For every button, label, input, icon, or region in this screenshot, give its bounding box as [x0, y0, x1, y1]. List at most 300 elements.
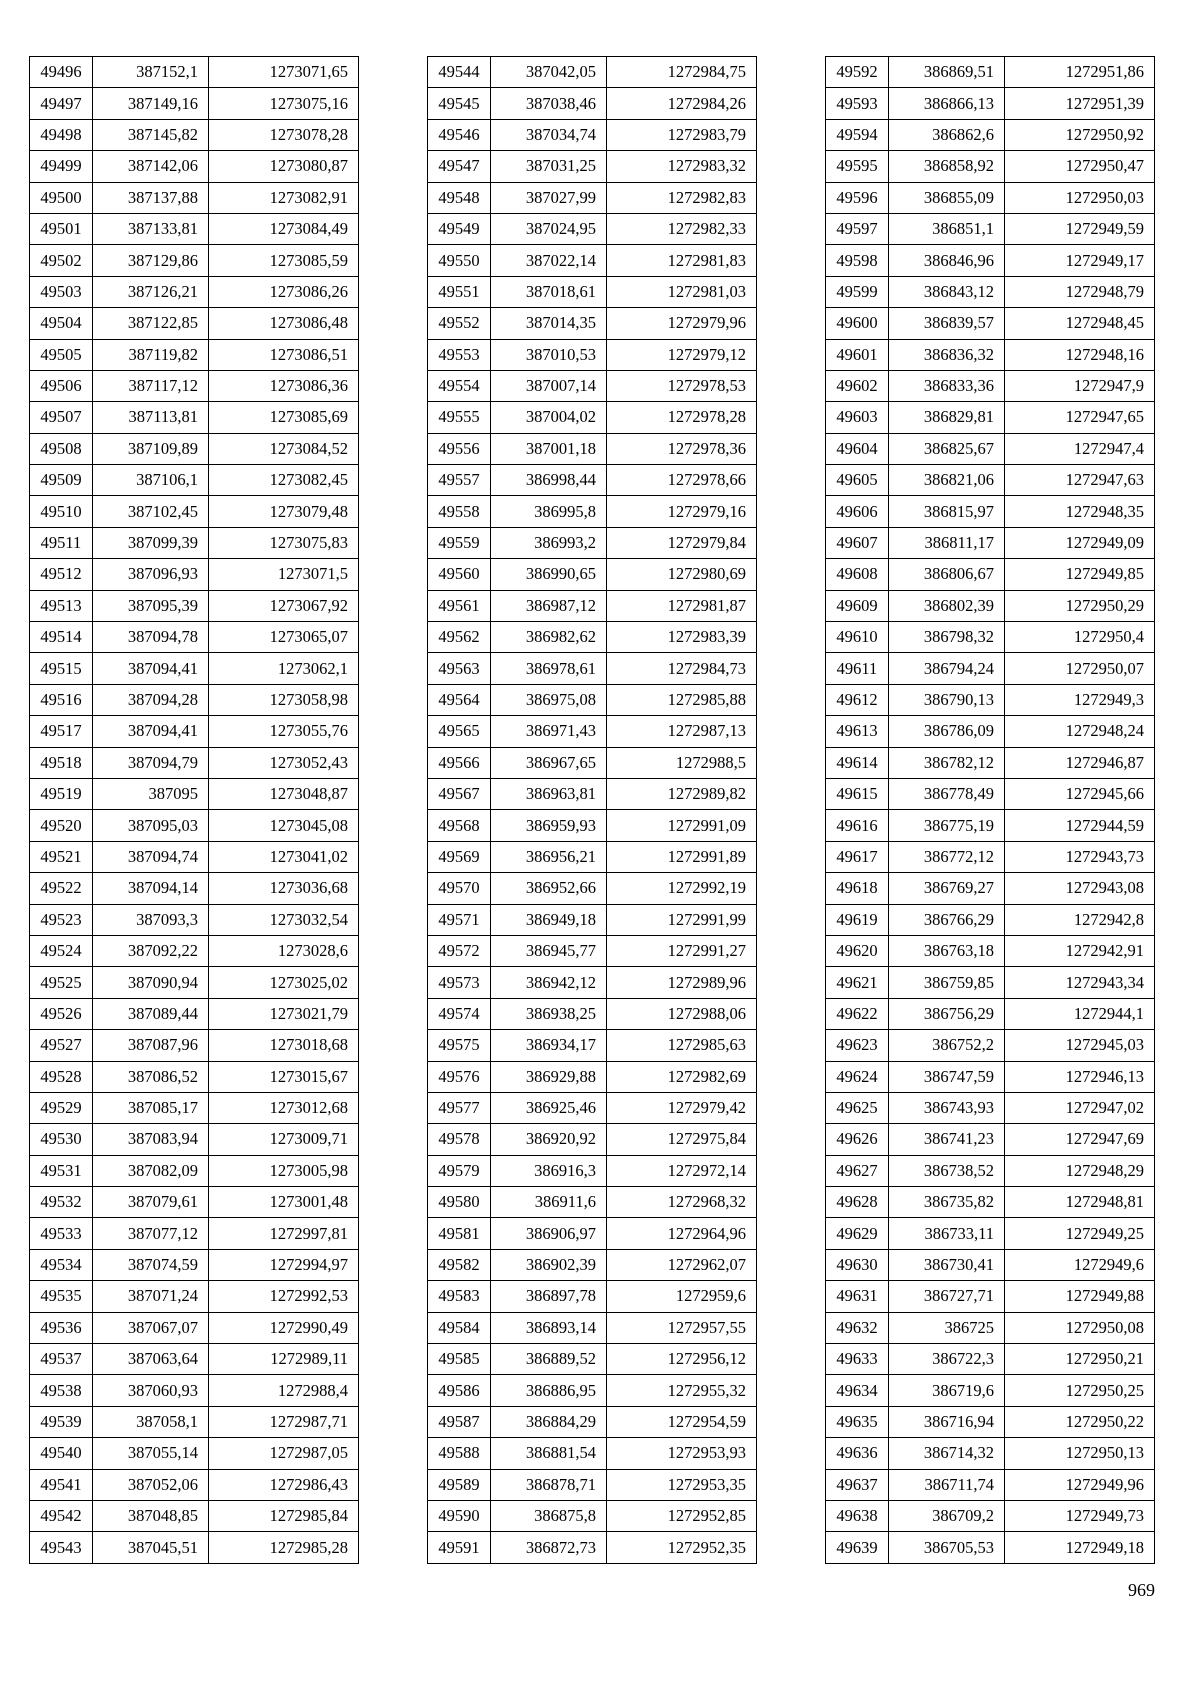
x-coordinate-cell: 387058,1	[93, 1406, 209, 1437]
x-coordinate-cell: 387052,06	[93, 1469, 209, 1500]
y-coordinate-cell: 1272950,08	[1005, 1312, 1155, 1343]
table-row	[826, 370, 1155, 401]
x-coordinate-cell: 386987,12	[491, 590, 607, 621]
x-coordinate-cell: 387129,86	[93, 245, 209, 276]
x-coordinate-cell: 387063,64	[93, 1344, 209, 1375]
table-row	[826, 1406, 1155, 1437]
table-row	[826, 1155, 1155, 1186]
y-coordinate-cell: 1273062,1	[209, 653, 359, 684]
point-number-cell: 49609	[826, 590, 889, 621]
table-row	[30, 559, 359, 590]
table-row	[30, 308, 359, 339]
point-number-cell: 49516	[30, 684, 93, 715]
table-row	[30, 370, 359, 401]
x-coordinate-cell: 386866,13	[889, 88, 1005, 119]
x-coordinate-cell: 387045,51	[93, 1532, 209, 1563]
y-coordinate-cell: 1272953,93	[607, 1438, 757, 1469]
y-coordinate-cell: 1272981,83	[607, 245, 757, 276]
point-number-cell: 49592	[826, 57, 889, 88]
x-coordinate-cell: 386705,53	[889, 1532, 1005, 1563]
table-row	[30, 88, 359, 119]
table-row	[428, 1281, 757, 1312]
y-coordinate-cell: 1272979,16	[607, 496, 757, 527]
x-coordinate-cell: 387024,95	[491, 213, 607, 244]
point-number-cell: 49598	[826, 245, 889, 276]
table-row	[30, 245, 359, 276]
x-coordinate-cell: 386911,6	[491, 1187, 607, 1218]
x-coordinate-cell: 386971,43	[491, 716, 607, 747]
point-number-cell: 49551	[428, 276, 491, 307]
y-coordinate-cell: 1272945,03	[1005, 1030, 1155, 1061]
x-coordinate-cell: 386738,52	[889, 1155, 1005, 1186]
point-number-cell: 49521	[30, 841, 93, 872]
y-coordinate-cell: 1272984,75	[607, 57, 757, 88]
table-row	[30, 841, 359, 872]
y-coordinate-cell: 1272944,1	[1005, 998, 1155, 1029]
point-number-cell: 49597	[826, 213, 889, 244]
point-number-cell: 49634	[826, 1375, 889, 1406]
x-coordinate-cell: 386833,36	[889, 370, 1005, 401]
y-coordinate-cell: 1273079,48	[209, 496, 359, 527]
y-coordinate-cell: 1273078,28	[209, 119, 359, 150]
point-number-cell: 49500	[30, 182, 93, 213]
table-row	[428, 308, 757, 339]
y-coordinate-cell: 1272956,12	[607, 1344, 757, 1375]
x-coordinate-cell: 387137,88	[93, 182, 209, 213]
point-number-cell: 49584	[428, 1312, 491, 1343]
point-number-cell: 49571	[428, 904, 491, 935]
x-coordinate-cell: 387087,96	[93, 1030, 209, 1061]
y-coordinate-cell: 1272954,59	[607, 1406, 757, 1437]
table-row	[826, 402, 1155, 433]
table-row	[30, 873, 359, 904]
table-row	[30, 653, 359, 684]
point-number-cell: 49588	[428, 1438, 491, 1469]
table-row	[826, 590, 1155, 621]
table-row	[428, 1155, 757, 1186]
y-coordinate-cell: 1272988,5	[607, 747, 757, 778]
y-coordinate-cell: 1272948,24	[1005, 716, 1155, 747]
y-coordinate-cell: 1273085,59	[209, 245, 359, 276]
y-coordinate-cell: 1273055,76	[209, 716, 359, 747]
y-coordinate-cell: 1272957,55	[607, 1312, 757, 1343]
x-coordinate-cell: 387089,44	[93, 998, 209, 1029]
y-coordinate-cell: 1272951,39	[1005, 88, 1155, 119]
x-coordinate-cell: 386942,12	[491, 967, 607, 998]
point-number-cell: 49585	[428, 1344, 491, 1375]
table-row	[30, 1030, 359, 1061]
x-coordinate-cell: 386993,2	[491, 527, 607, 558]
x-coordinate-cell: 386798,32	[889, 622, 1005, 653]
table-row	[826, 1281, 1155, 1312]
table-row	[826, 1469, 1155, 1500]
x-coordinate-cell: 387079,61	[93, 1187, 209, 1218]
point-number-cell: 49618	[826, 873, 889, 904]
point-number-cell: 49522	[30, 873, 93, 904]
point-number-cell: 49607	[826, 527, 889, 558]
y-coordinate-cell: 1272962,07	[607, 1249, 757, 1280]
x-coordinate-cell: 386920,92	[491, 1124, 607, 1155]
y-coordinate-cell: 1272991,99	[607, 904, 757, 935]
y-coordinate-cell: 1272964,96	[607, 1218, 757, 1249]
y-coordinate-cell: 1272950,47	[1005, 151, 1155, 182]
x-coordinate-cell: 386872,73	[491, 1532, 607, 1563]
point-number-cell: 49628	[826, 1187, 889, 1218]
point-number-cell: 49573	[428, 967, 491, 998]
point-number-cell: 49499	[30, 151, 93, 182]
table-row	[30, 1249, 359, 1280]
x-coordinate-cell: 387106,1	[93, 465, 209, 496]
point-number-cell: 49564	[428, 684, 491, 715]
y-coordinate-cell: 1272950,07	[1005, 653, 1155, 684]
x-coordinate-cell: 386772,12	[889, 841, 1005, 872]
y-coordinate-cell: 1272948,29	[1005, 1155, 1155, 1186]
x-coordinate-cell: 386752,2	[889, 1030, 1005, 1061]
point-number-cell: 49498	[30, 119, 93, 150]
y-coordinate-cell: 1272949,6	[1005, 1249, 1155, 1280]
x-coordinate-cell: 387038,46	[491, 88, 607, 119]
table-row	[826, 684, 1155, 715]
x-coordinate-cell: 386949,18	[491, 904, 607, 935]
y-coordinate-cell: 1273075,16	[209, 88, 359, 119]
point-number-cell: 49589	[428, 1469, 491, 1500]
x-coordinate-cell: 387145,82	[93, 119, 209, 150]
point-number-cell: 49577	[428, 1092, 491, 1123]
y-coordinate-cell: 1272994,97	[209, 1249, 359, 1280]
table-row	[30, 1061, 359, 1092]
x-coordinate-cell: 386747,59	[889, 1061, 1005, 1092]
x-coordinate-cell: 386815,97	[889, 496, 1005, 527]
x-coordinate-cell: 387096,93	[93, 559, 209, 590]
point-number-cell: 49576	[428, 1061, 491, 1092]
y-coordinate-cell: 1272949,59	[1005, 213, 1155, 244]
point-number-cell: 49595	[826, 151, 889, 182]
point-number-cell: 49629	[826, 1218, 889, 1249]
table-row	[428, 119, 757, 150]
y-coordinate-cell: 1272942,8	[1005, 904, 1155, 935]
y-coordinate-cell: 1272948,79	[1005, 276, 1155, 307]
point-number-cell: 49570	[428, 873, 491, 904]
y-coordinate-cell: 1272948,16	[1005, 339, 1155, 370]
point-number-cell: 49583	[428, 1281, 491, 1312]
x-coordinate-cell: 387067,07	[93, 1312, 209, 1343]
point-number-cell: 49619	[826, 904, 889, 935]
table-row	[826, 778, 1155, 809]
x-coordinate-cell: 387102,45	[93, 496, 209, 527]
table-row	[826, 57, 1155, 88]
table-row	[826, 935, 1155, 966]
x-coordinate-cell: 387133,81	[93, 213, 209, 244]
y-coordinate-cell: 1272972,14	[607, 1155, 757, 1186]
point-number-cell: 49507	[30, 402, 93, 433]
point-number-cell: 49587	[428, 1406, 491, 1437]
table-row	[30, 967, 359, 998]
table-row	[30, 433, 359, 464]
y-coordinate-cell: 1272987,71	[209, 1406, 359, 1437]
table-row	[428, 1061, 757, 1092]
point-number-cell: 49554	[428, 370, 491, 401]
table-row	[30, 1438, 359, 1469]
table-row	[428, 935, 757, 966]
x-coordinate-cell: 386869,51	[889, 57, 1005, 88]
point-number-cell: 49556	[428, 433, 491, 464]
table-row	[826, 1375, 1155, 1406]
x-coordinate-cell: 386806,67	[889, 559, 1005, 590]
point-number-cell: 49637	[826, 1469, 889, 1500]
y-coordinate-cell: 1272949,3	[1005, 684, 1155, 715]
y-coordinate-cell: 1272945,66	[1005, 778, 1155, 809]
y-coordinate-cell: 1272985,88	[607, 684, 757, 715]
y-coordinate-cell: 1272949,18	[1005, 1532, 1155, 1563]
point-number-cell: 49558	[428, 496, 491, 527]
point-number-cell: 49572	[428, 935, 491, 966]
x-coordinate-cell: 387094,28	[93, 684, 209, 715]
x-coordinate-cell: 387034,74	[491, 119, 607, 150]
point-number-cell: 49514	[30, 622, 93, 653]
y-coordinate-cell: 1273018,68	[209, 1030, 359, 1061]
point-number-cell: 49562	[428, 622, 491, 653]
y-coordinate-cell: 1272981,87	[607, 590, 757, 621]
x-coordinate-cell: 386716,94	[889, 1406, 1005, 1437]
x-coordinate-cell: 387090,94	[93, 967, 209, 998]
y-coordinate-cell: 1272946,13	[1005, 1061, 1155, 1092]
point-number-cell: 49545	[428, 88, 491, 119]
y-coordinate-cell: 1272978,28	[607, 402, 757, 433]
point-number-cell: 49620	[826, 935, 889, 966]
y-coordinate-cell: 1272978,53	[607, 370, 757, 401]
table-row	[428, 841, 757, 872]
y-coordinate-cell: 1272982,69	[607, 1061, 757, 1092]
table-row	[826, 213, 1155, 244]
point-number-cell: 49601	[826, 339, 889, 370]
point-number-cell: 49533	[30, 1218, 93, 1249]
y-coordinate-cell: 1272955,32	[607, 1375, 757, 1406]
point-number-cell: 49504	[30, 308, 93, 339]
x-coordinate-cell: 387119,82	[93, 339, 209, 370]
point-number-cell: 49602	[826, 370, 889, 401]
x-coordinate-cell: 386778,49	[889, 778, 1005, 809]
table-row	[30, 935, 359, 966]
y-coordinate-cell: 1272988,4	[209, 1375, 359, 1406]
point-number-cell: 49623	[826, 1030, 889, 1061]
table-row	[826, 119, 1155, 150]
x-coordinate-cell: 387014,35	[491, 308, 607, 339]
x-coordinate-cell: 387126,21	[93, 276, 209, 307]
x-coordinate-cell: 386733,11	[889, 1218, 1005, 1249]
table-row	[30, 1469, 359, 1500]
point-number-cell: 49631	[826, 1281, 889, 1312]
y-coordinate-cell: 1273001,48	[209, 1187, 359, 1218]
table-row	[826, 1438, 1155, 1469]
table-row	[428, 778, 757, 809]
x-coordinate-cell: 387095,39	[93, 590, 209, 621]
table-row	[826, 1124, 1155, 1155]
table-row	[30, 402, 359, 433]
y-coordinate-cell: 1272950,4	[1005, 622, 1155, 653]
table-row	[428, 1438, 757, 1469]
y-coordinate-cell: 1272968,32	[607, 1187, 757, 1218]
table-row	[428, 1406, 757, 1437]
x-coordinate-cell: 386839,57	[889, 308, 1005, 339]
point-number-cell: 49535	[30, 1281, 93, 1312]
y-coordinate-cell: 1273058,98	[209, 684, 359, 715]
page-number: 969	[1128, 1580, 1155, 1600]
x-coordinate-cell: 387117,12	[93, 370, 209, 401]
table-row	[30, 810, 359, 841]
y-coordinate-cell: 1272985,28	[209, 1532, 359, 1563]
x-coordinate-cell: 386756,29	[889, 998, 1005, 1029]
x-coordinate-cell: 386802,39	[889, 590, 1005, 621]
point-number-cell: 49615	[826, 778, 889, 809]
table-row	[30, 182, 359, 213]
point-number-cell: 49596	[826, 182, 889, 213]
x-coordinate-cell: 387031,25	[491, 151, 607, 182]
point-number-cell: 49515	[30, 653, 93, 684]
table-row	[826, 716, 1155, 747]
point-number-cell: 49540	[30, 1438, 93, 1469]
table-row	[826, 1030, 1155, 1061]
table-row	[826, 527, 1155, 558]
table-row	[428, 88, 757, 119]
point-number-cell: 49603	[826, 402, 889, 433]
x-coordinate-cell: 387074,59	[93, 1249, 209, 1280]
point-number-cell: 49581	[428, 1218, 491, 1249]
x-coordinate-cell: 387086,52	[93, 1061, 209, 1092]
table-row	[428, 967, 757, 998]
point-number-cell: 49537	[30, 1344, 93, 1375]
table-row	[30, 904, 359, 935]
point-number-cell: 49512	[30, 559, 93, 590]
table-row	[826, 1249, 1155, 1280]
y-coordinate-cell: 1272988,06	[607, 998, 757, 1029]
point-number-cell: 49599	[826, 276, 889, 307]
x-coordinate-cell: 386995,8	[491, 496, 607, 527]
x-coordinate-cell: 386990,65	[491, 559, 607, 590]
y-coordinate-cell: 1272952,35	[607, 1532, 757, 1563]
point-number-cell: 49622	[826, 998, 889, 1029]
x-coordinate-cell: 387149,16	[93, 88, 209, 119]
y-coordinate-cell: 1272949,96	[1005, 1469, 1155, 1500]
y-coordinate-cell: 1273036,68	[209, 873, 359, 904]
point-number-cell: 49565	[428, 716, 491, 747]
table-row	[826, 841, 1155, 872]
y-coordinate-cell: 1272948,81	[1005, 1187, 1155, 1218]
x-coordinate-cell: 386889,52	[491, 1344, 607, 1375]
y-coordinate-cell: 1272987,13	[607, 716, 757, 747]
y-coordinate-cell: 1272949,85	[1005, 559, 1155, 590]
table-row	[428, 653, 757, 684]
table-row	[30, 119, 359, 150]
x-coordinate-cell: 386938,25	[491, 998, 607, 1029]
table-row	[826, 998, 1155, 1029]
point-number-cell: 49575	[428, 1030, 491, 1061]
coordinate-table-1	[29, 56, 359, 1564]
table-row	[428, 496, 757, 527]
x-coordinate-cell: 387042,05	[491, 57, 607, 88]
point-number-cell: 49579	[428, 1155, 491, 1186]
table-row	[30, 1281, 359, 1312]
y-coordinate-cell: 1272947,4	[1005, 433, 1155, 464]
point-number-cell: 49626	[826, 1124, 889, 1155]
table-row	[826, 88, 1155, 119]
x-coordinate-cell: 386862,6	[889, 119, 1005, 150]
table-row	[428, 57, 757, 88]
point-number-cell: 49543	[30, 1532, 93, 1563]
coordinate-table-2	[427, 56, 757, 1564]
point-number-cell: 49600	[826, 308, 889, 339]
x-coordinate-cell: 386878,71	[491, 1469, 607, 1500]
y-coordinate-cell: 1272979,12	[607, 339, 757, 370]
point-number-cell: 49590	[428, 1500, 491, 1531]
point-number-cell: 49613	[826, 716, 889, 747]
x-coordinate-cell: 386967,65	[491, 747, 607, 778]
x-coordinate-cell: 387152,1	[93, 57, 209, 88]
x-coordinate-cell: 387048,85	[93, 1500, 209, 1531]
point-number-cell: 49557	[428, 465, 491, 496]
table-row	[30, 716, 359, 747]
y-coordinate-cell: 1272950,03	[1005, 182, 1155, 213]
table-row	[826, 1187, 1155, 1218]
table-row	[826, 1344, 1155, 1375]
y-coordinate-cell: 1273032,54	[209, 904, 359, 935]
table-row	[826, 1532, 1155, 1563]
point-number-cell: 49553	[428, 339, 491, 370]
point-number-cell: 49552	[428, 308, 491, 339]
x-coordinate-cell: 387022,14	[491, 245, 607, 276]
x-coordinate-cell: 387094,14	[93, 873, 209, 904]
y-coordinate-cell: 1273085,69	[209, 402, 359, 433]
x-coordinate-cell: 387018,61	[491, 276, 607, 307]
y-coordinate-cell: 1272997,81	[209, 1218, 359, 1249]
y-coordinate-cell: 1273025,02	[209, 967, 359, 998]
table-row	[428, 433, 757, 464]
y-coordinate-cell: 1272990,49	[209, 1312, 359, 1343]
y-coordinate-cell: 1273071,5	[209, 559, 359, 590]
point-number-cell: 49502	[30, 245, 93, 276]
point-number-cell: 49614	[826, 747, 889, 778]
x-coordinate-cell: 387071,24	[93, 1281, 209, 1312]
table-row	[30, 1532, 359, 1563]
table-row	[30, 527, 359, 558]
table-row	[428, 716, 757, 747]
y-coordinate-cell: 1273009,71	[209, 1124, 359, 1155]
x-coordinate-cell: 387094,79	[93, 747, 209, 778]
table-row	[428, 527, 757, 558]
y-coordinate-cell: 1273075,83	[209, 527, 359, 558]
point-number-cell: 49639	[826, 1532, 889, 1563]
coordinate-table-3	[825, 56, 1155, 1564]
point-number-cell: 49624	[826, 1061, 889, 1092]
table-row	[30, 1406, 359, 1437]
x-coordinate-cell: 386786,09	[889, 716, 1005, 747]
table-row	[30, 778, 359, 809]
x-coordinate-cell: 386902,39	[491, 1249, 607, 1280]
y-coordinate-cell: 1272952,85	[607, 1500, 757, 1531]
table-row	[826, 151, 1155, 182]
point-number-cell: 49527	[30, 1030, 93, 1061]
point-number-cell: 49519	[30, 778, 93, 809]
table-row	[30, 622, 359, 653]
y-coordinate-cell: 1272959,6	[607, 1281, 757, 1312]
x-coordinate-cell: 387055,14	[93, 1438, 209, 1469]
point-number-cell: 49501	[30, 213, 93, 244]
y-coordinate-cell: 1272979,96	[607, 308, 757, 339]
x-coordinate-cell: 386843,12	[889, 276, 1005, 307]
x-coordinate-cell: 386963,81	[491, 778, 607, 809]
x-coordinate-cell: 387083,94	[93, 1124, 209, 1155]
table-row	[428, 1187, 757, 1218]
y-coordinate-cell: 1272950,13	[1005, 1438, 1155, 1469]
